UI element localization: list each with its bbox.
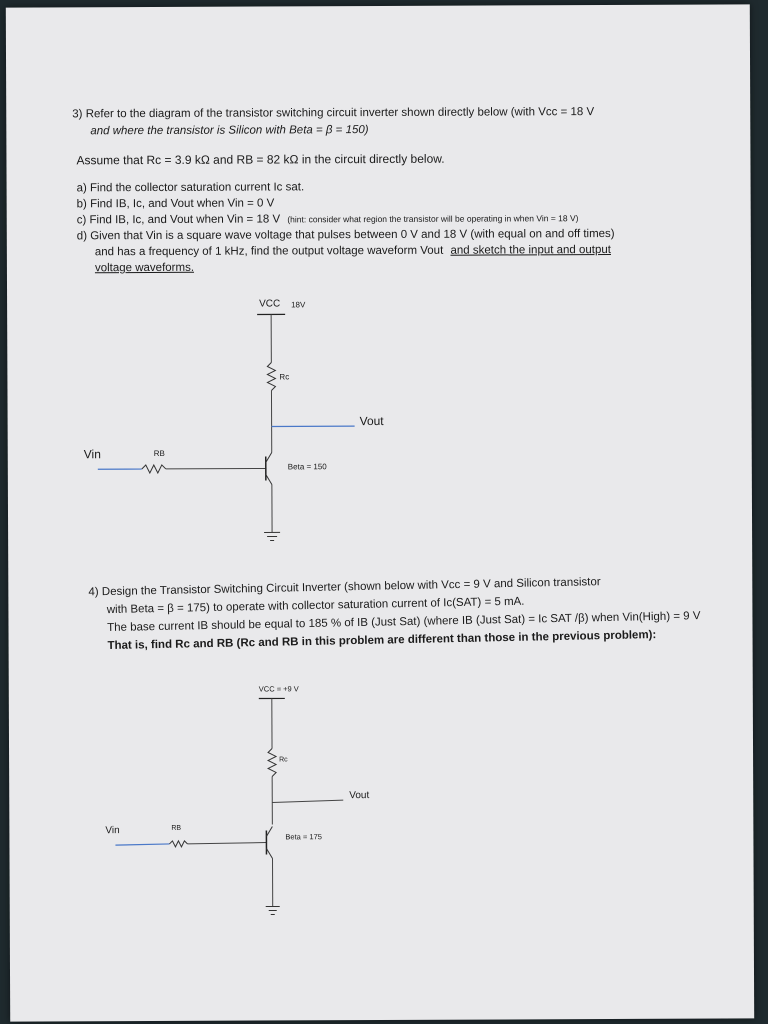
transistor-emitter-1: [266, 474, 272, 484]
vin-label-1: Vin: [83, 447, 101, 462]
vin-wire-2: [115, 844, 169, 845]
q3-line-2: and where the transistor is Silicon with Beta = β = 150): [90, 124, 369, 138]
q3-part-d-2b: and sketch the input and output: [450, 243, 611, 257]
rb-resistor-2: [169, 841, 187, 847]
q4-line-4: That is, find Rc and RB (Rc and RB in this problem are different than those in the previous problem):: [107, 629, 657, 653]
rc-label-2: Rc: [279, 756, 288, 764]
q4-line-1: 4) Design the Transistor Switching Circuit Inverter (shown below with Vcc = 9 V and Silicon transistor: [88, 576, 601, 599]
beta-label-1: Beta = 150: [287, 462, 327, 472]
q4-line-2: with Beta = β = 175) to operate with collector saturation current of Ic(SAT) = 5 mA.: [106, 595, 525, 617]
q3-part-d-1: d) Given that Vin is a square wave voltage that pulses between 0 V and 18 V (with equal on and off times): [76, 227, 615, 243]
rb-resistor-1: [142, 465, 166, 473]
rb-label-1: RB: [153, 448, 165, 458]
q3-part-d-2a: and has a frequency of 1 kHz, find the output voltage waveform Vout: [94, 244, 444, 259]
q3-part-d-3: voltage waveforms.: [94, 261, 195, 275]
worksheet-page: [6, 4, 754, 1021]
vin-label-2: Vin: [105, 825, 120, 837]
q3-part-b: b) Find IB, Ic, and Vout when Vin = 0 V: [76, 197, 275, 211]
q3-part-c-main: c) Find IB, Ic, and Vout when Vin = 18 V: [76, 213, 281, 227]
rc-resistor-2: [268, 748, 276, 776]
vcc-label-2: VCC = +9 V: [258, 684, 299, 694]
q3-part-a: a) Find the collector saturation current Ic sat.: [76, 181, 305, 195]
q3-part-c-hint: (hint: consider what region the transistor will be operating in when Vin = 18 V): [287, 213, 579, 225]
q4-line-3: The base current IB should be equal to 185 % of IB (Just Sat) (where IB (Just Sat) = Ic SAT /β) when Vin(High) = 9 V: [107, 610, 701, 635]
vcc-value-1: 18V: [291, 300, 306, 310]
transistor-collector-2: [266, 826, 272, 836]
q3-line-1: 3) Refer to the diagram of the transistor switching circuit inverter shown directly below (with Vcc = 18 V: [72, 106, 595, 121]
rc-label-1: Rc: [279, 372, 290, 382]
base-wire-2: [187, 842, 266, 843]
beta-label-2: Beta = 175: [285, 832, 322, 842]
q3-assume: Assume that Rc = 3.9 kΩ and RB = 82 kΩ in the circuit directly below.: [76, 151, 445, 168]
transistor-emitter-2: [266, 848, 272, 858]
vout-label-2: Vout: [349, 790, 370, 802]
vout-wire-2: [272, 800, 343, 802]
rc-resistor-1: [267, 362, 275, 390]
vcc-label-1: VCC: [259, 298, 281, 310]
vout-label-1: Vout: [359, 413, 384, 429]
transistor-collector-1: [266, 452, 272, 462]
circuit-1-diagram: [6, 4, 754, 1021]
rb-label-2: RB: [171, 824, 182, 832]
